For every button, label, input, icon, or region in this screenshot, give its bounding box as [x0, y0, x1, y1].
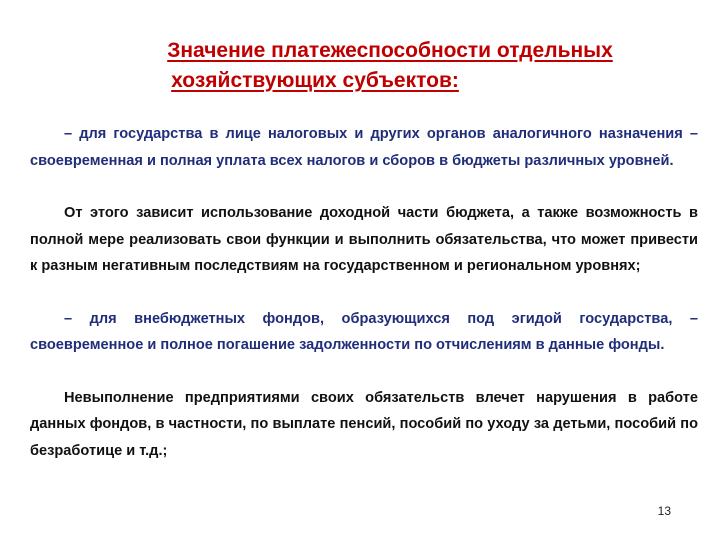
paragraph-extrabudgetary-funds: – для внебюджетных фондов, образующихся под эгидой государства, – своевременное и полное погашение задолженности по отчислениям в данные фонды. — [30, 310, 698, 353]
slide-title — [60, 36, 680, 96]
page-number: 13 — [657, 504, 671, 518]
paragraph-budget-consequences: От этого зависит использование доходной части бюджета, а также возможность в полной мере реализовать свои функции и выполнить обязательства, что может привести к разным негативным последствиям на государственном и региональном уровнях; — [30, 205, 698, 274]
paragraph-state-budget: – для государства в лице налоговых и других органов аналогичного назначения – своевременная и полная уплата всех налогов и сборов в бюджеты различных уровней. — [30, 126, 698, 169]
slide-title-line-1: Значение платежеспособности отдельных — [167, 39, 613, 62]
slide-title-line-2: хозяйствующих субъектов: — [171, 69, 459, 92]
paragraph-funds-consequences: Невыполнение предприятиями своих обязательств влечет нарушения в работе данных фондов, в частности, по выплате пенсий, пособий по уходу за детьми, пособий по безработице и т.д.; — [30, 389, 698, 459]
slide-body — [30, 121, 698, 490]
